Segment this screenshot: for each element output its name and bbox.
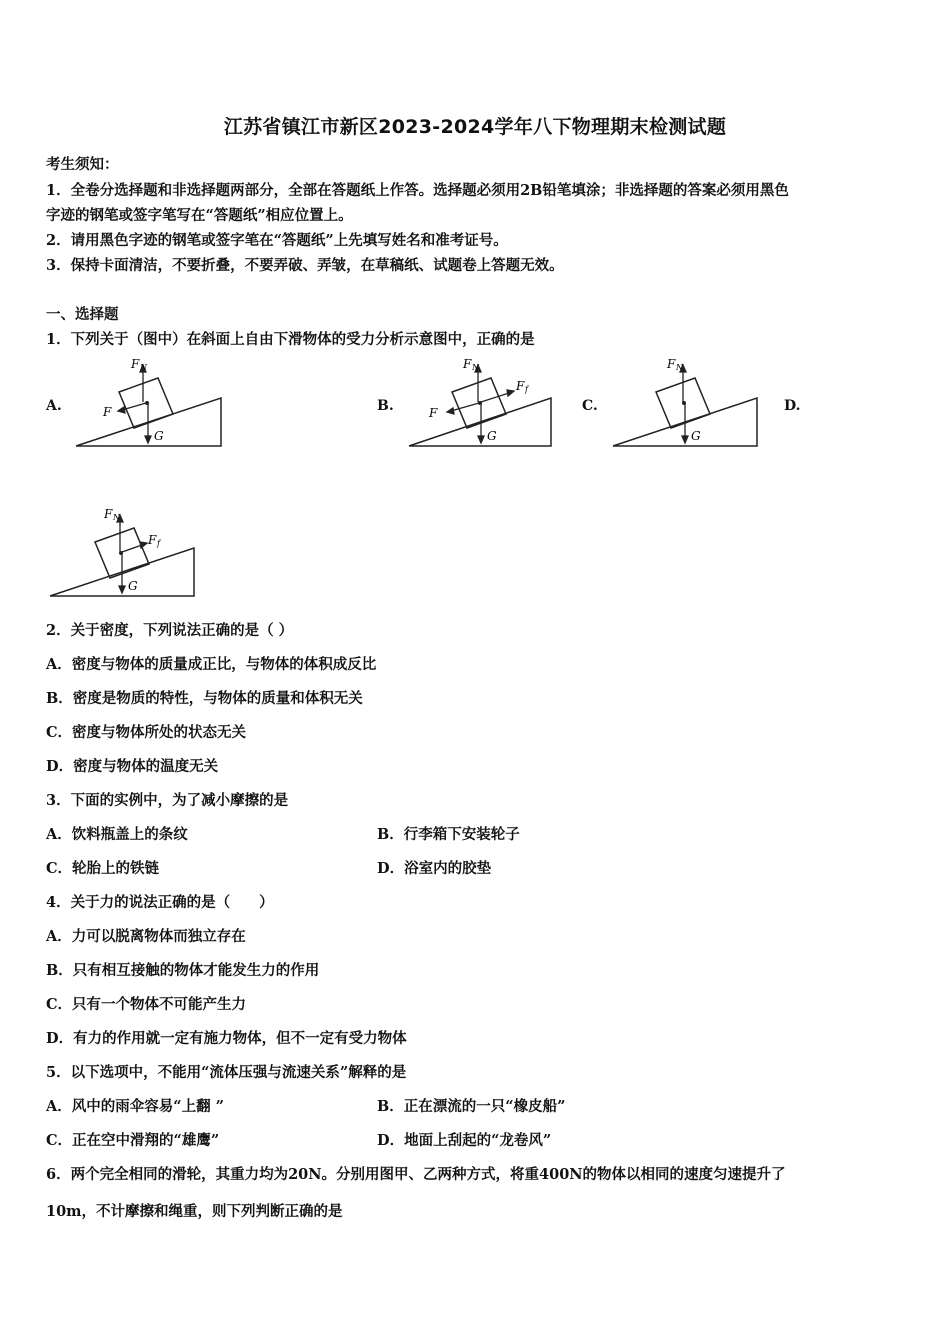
fig-a-f-label: F	[103, 405, 112, 419]
notice-line-2: 2．请用黑色字迹的钢笔或签字笔在“答题纸”上先填写姓名和准考证号。	[46, 232, 508, 249]
figure-d-incline	[44, 502, 204, 602]
fig-d-ff-label: F	[148, 533, 157, 547]
q1-stem: 1．下列关于（图中）在斜面上自由下滑物体的受力分析示意图中，正确的是	[46, 331, 535, 348]
notice-line-1a: 1．全卷分选择题和非选择题两部分，全部在答题纸上作答。选择题必须用2B铅笔填涂；非选择题的答案必须用黑色	[46, 182, 789, 199]
q5-option-d: D．地面上刮起的“龙卷风”	[377, 1132, 552, 1149]
fig-c-fn-label: F	[667, 357, 676, 371]
q2-option-c: C．密度与物体所处的状态无关	[46, 724, 247, 741]
q2-option-d: D．密度与物体的温度无关	[46, 758, 219, 775]
q3-option-b: B．行李箱下安装轮子	[377, 826, 520, 843]
q2-stem: 2．关于密度，下列说法正确的是（ ）	[46, 622, 294, 639]
q5-stem: 5．以下选项中，不能用“流体压强与流速关系”解释的是	[46, 1064, 407, 1081]
fig-d-fn-label: F	[104, 507, 113, 521]
fig-b-fn-sub: N	[472, 363, 479, 372]
figure-b-incline	[403, 352, 563, 452]
q5-option-a: A．风中的雨伞容易“上翻 ”	[46, 1098, 224, 1115]
q2-option-a: A．密度与物体的质量成正比，与物体的体积成反比	[46, 656, 377, 673]
section-heading: 一、选择题	[46, 306, 119, 323]
fig-b-fn-label: F	[463, 357, 472, 371]
q1-option-d-label: D.	[784, 398, 801, 414]
q5-option-b: B．正在漂流的一只“橡皮船”	[377, 1098, 566, 1115]
fig-b-ff-label: F	[516, 379, 525, 393]
notice-heading: 考生须知：	[46, 156, 119, 173]
fig-d-g-label: G	[128, 579, 138, 593]
fig-c-g-label: G	[691, 429, 701, 443]
q3-option-d: D．浴室内的胶垫	[377, 860, 492, 877]
q4-option-a: A．力可以脱离物体而独立存在	[46, 928, 246, 945]
fig-b-ff-sub: f	[525, 385, 528, 394]
q4-option-b: B．只有相互接触的物体才能发生力的作用	[46, 962, 320, 979]
fig-b-g-label: G	[487, 429, 497, 443]
q3-stem: 3．下面的实例中，为了减小摩擦的是	[46, 792, 289, 809]
q2-option-b: B．密度是物质的特性，与物体的质量和体积无关	[46, 690, 363, 707]
q4-stem: 4．关于力的说法正确的是（ ）	[46, 894, 274, 911]
figure-a-incline	[70, 352, 230, 452]
q4-option-d: D．有力的作用就一定有施力物体，但不一定有受力物体	[46, 1030, 407, 1047]
notice-line-1b: 字迹的钢笔或签字笔写在“答题纸”相应位置上。	[46, 207, 353, 224]
fig-a-g-label: G	[154, 429, 164, 443]
fig-d-fn-sub: N	[113, 513, 120, 522]
q3-option-a: A．饮料瓶盖上的条纹	[46, 826, 188, 843]
q1-option-c-label: C.	[582, 398, 598, 414]
fig-a-fn-sub: N	[140, 363, 147, 372]
q5-option-c: C．正在空中滑翔的“雄鹰”	[46, 1132, 220, 1149]
fig-a-fn-label: F	[131, 357, 140, 371]
figure-c-incline	[607, 352, 767, 452]
q4-option-c: C．只有一个物体不可能产生力	[46, 996, 247, 1013]
q1-option-a-label: A.	[46, 398, 62, 414]
fig-d-ff-sub: f	[157, 539, 160, 548]
q6-line-2: 10m，不计摩擦和绳重，则下列判断正确的是	[46, 1203, 343, 1220]
exam-title: 江苏省镇江市新区2023-2024学年八下物理期末检测试题	[223, 116, 727, 138]
fig-b-f-label: F	[429, 406, 438, 420]
notice-line-3: 3．保持卡面清洁，不要折叠，不要弄破、弄皱，在草稿纸、试题卷上答题无效。	[46, 257, 564, 274]
q1-option-b-label: B.	[377, 398, 394, 414]
fig-c-fn-sub: N	[676, 363, 683, 372]
q3-option-c: C．轮胎上的铁链	[46, 860, 160, 877]
q6-line-1: 6．两个完全相同的滑轮，其重力均为20N。分别用图甲、乙两种方式，将重400N的物体以相同的速度匀速提升了	[46, 1166, 786, 1183]
